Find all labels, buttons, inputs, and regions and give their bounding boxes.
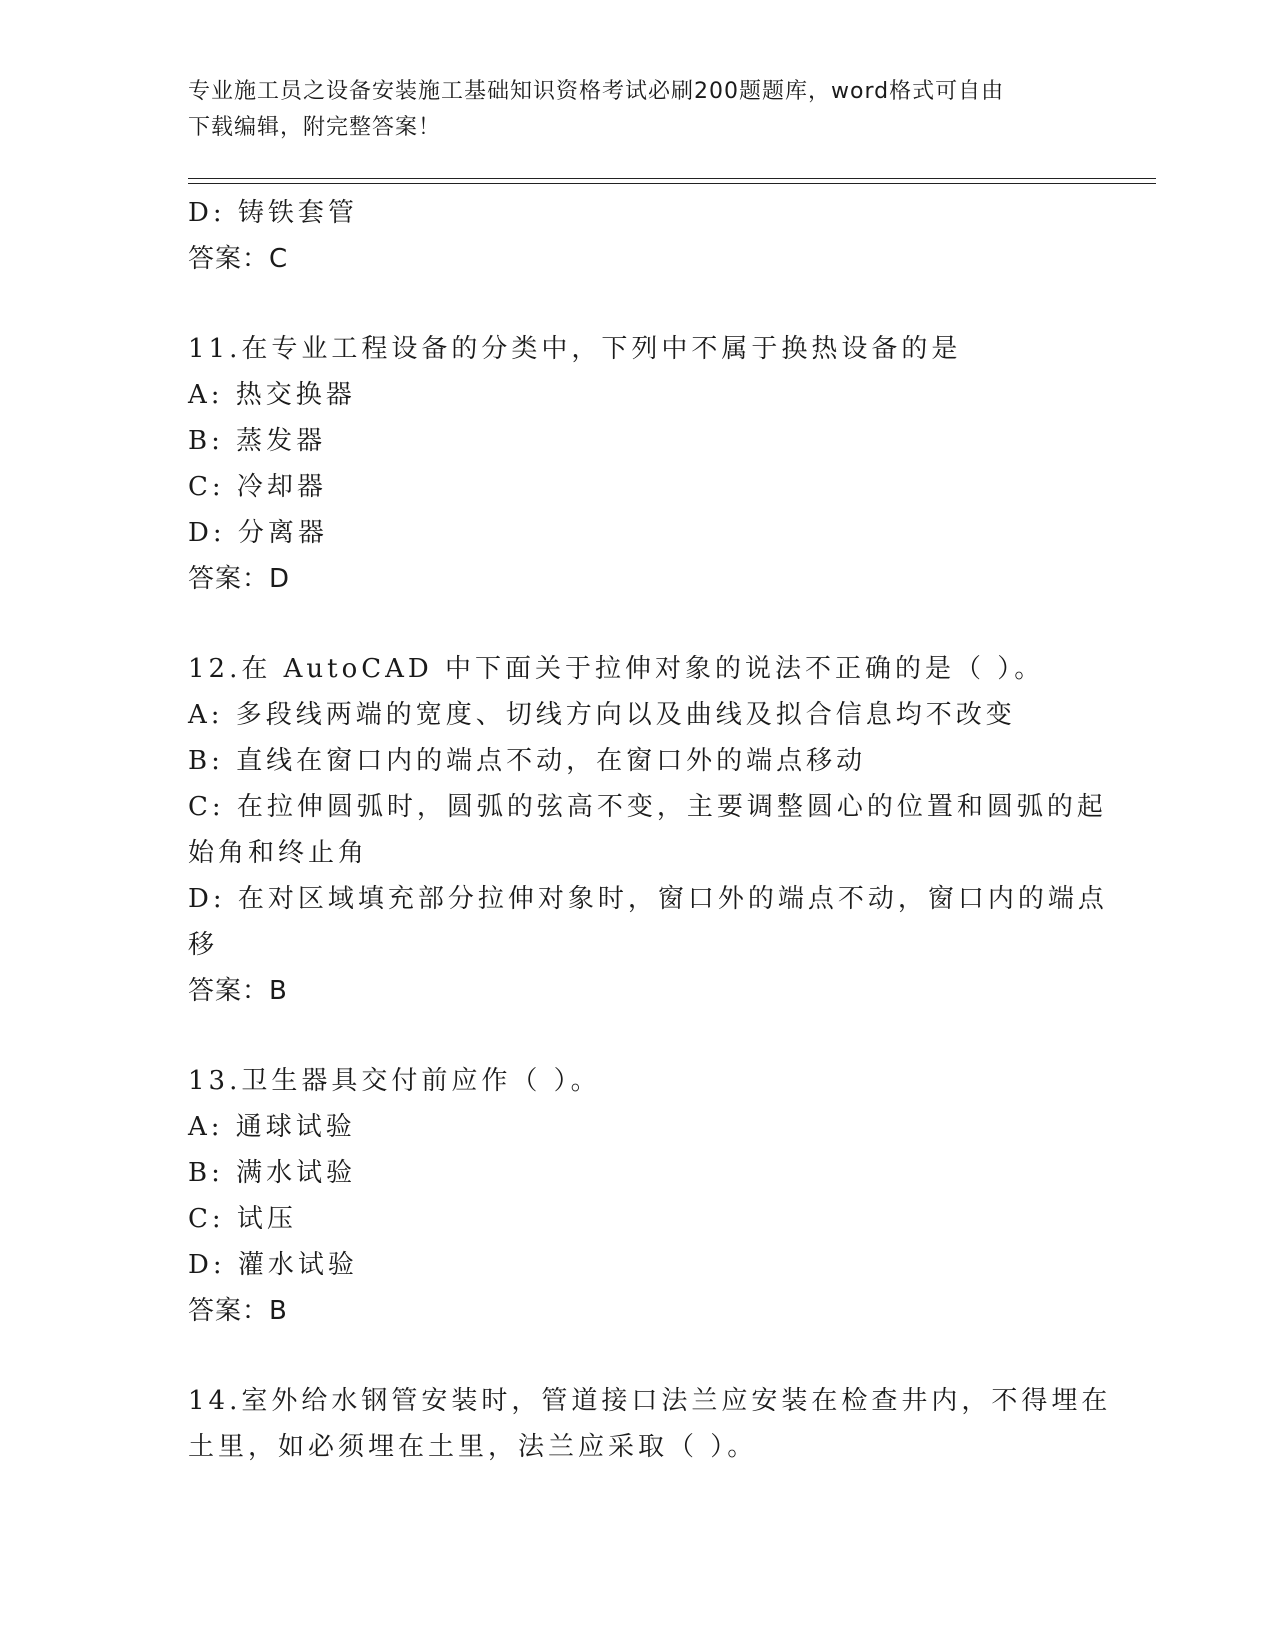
option-c: C: 试压: [188, 1204, 297, 1234]
option-d-line-2: 移: [188, 930, 219, 960]
question-11: [188, 326, 1088, 602]
answer: 答案：B: [188, 1296, 288, 1326]
question-text-line-2: 土里，如必须埋在土里，法兰应采取（ ）。: [188, 1432, 758, 1462]
question-list: [188, 190, 1112, 1470]
header-rule-top: [188, 178, 1156, 179]
option-a: A: 通球试验: [188, 1112, 356, 1142]
header-line-1: 专业施工员之设备安装施工基础知识资格考试必刷200题题库，word格式可自由: [188, 79, 1005, 104]
question-text: 11.在专业工程设备的分类中，下列中不属于换热设备的是: [188, 334, 962, 364]
question-text: 12.在 AutoCAD 中下面关于拉伸对象的说法不正确的是（ ）。: [188, 654, 1045, 684]
answer: 答案：B: [188, 976, 288, 1006]
option-b: B: 直线在窗口内的端点不动，在窗口外的端点移动: [188, 746, 867, 776]
option-c: C: 冷却器: [188, 472, 327, 502]
option-c-line-1: C: 在拉伸圆弧时，圆弧的弦高不变，主要调整圆心的位置和圆弧的起: [188, 792, 1107, 822]
question-text-line-1: 14.室外给水钢管安装时，管道接口法兰应安装在检查井内，不得埋在: [188, 1386, 1112, 1416]
question-10-tail: [188, 190, 1088, 282]
question-13: [188, 1058, 1088, 1334]
option-d: D: 铸铁套管: [188, 198, 358, 228]
header-line-2: 下载编辑，附完整答案！: [188, 115, 442, 140]
answer: 答案：C: [188, 244, 289, 274]
option-a: A: 热交换器: [188, 380, 356, 410]
option-b: B: 满水试验: [188, 1158, 357, 1188]
document-header: [188, 74, 1068, 146]
option-a: A: 多段线两端的宽度、切线方向以及曲线及拟合信息均不改变: [188, 700, 1016, 730]
question-14: [188, 1378, 1112, 1470]
option-d: D: 灌水试验: [188, 1250, 358, 1280]
question-12: [188, 646, 1108, 1014]
option-c-line-2: 始角和终止角: [188, 838, 369, 868]
header-rule-bottom: [188, 183, 1156, 184]
option-b: B: 蒸发器: [188, 426, 327, 456]
option-d-line-1: D: 在对区域填充部分拉伸对象时，窗口外的端点不动，窗口内的端点: [188, 884, 1108, 914]
answer: 答案：D: [188, 564, 291, 594]
option-d: D: 分离器: [188, 518, 328, 548]
question-text: 13.卫生器具交付前应作（ ）。: [188, 1066, 601, 1096]
